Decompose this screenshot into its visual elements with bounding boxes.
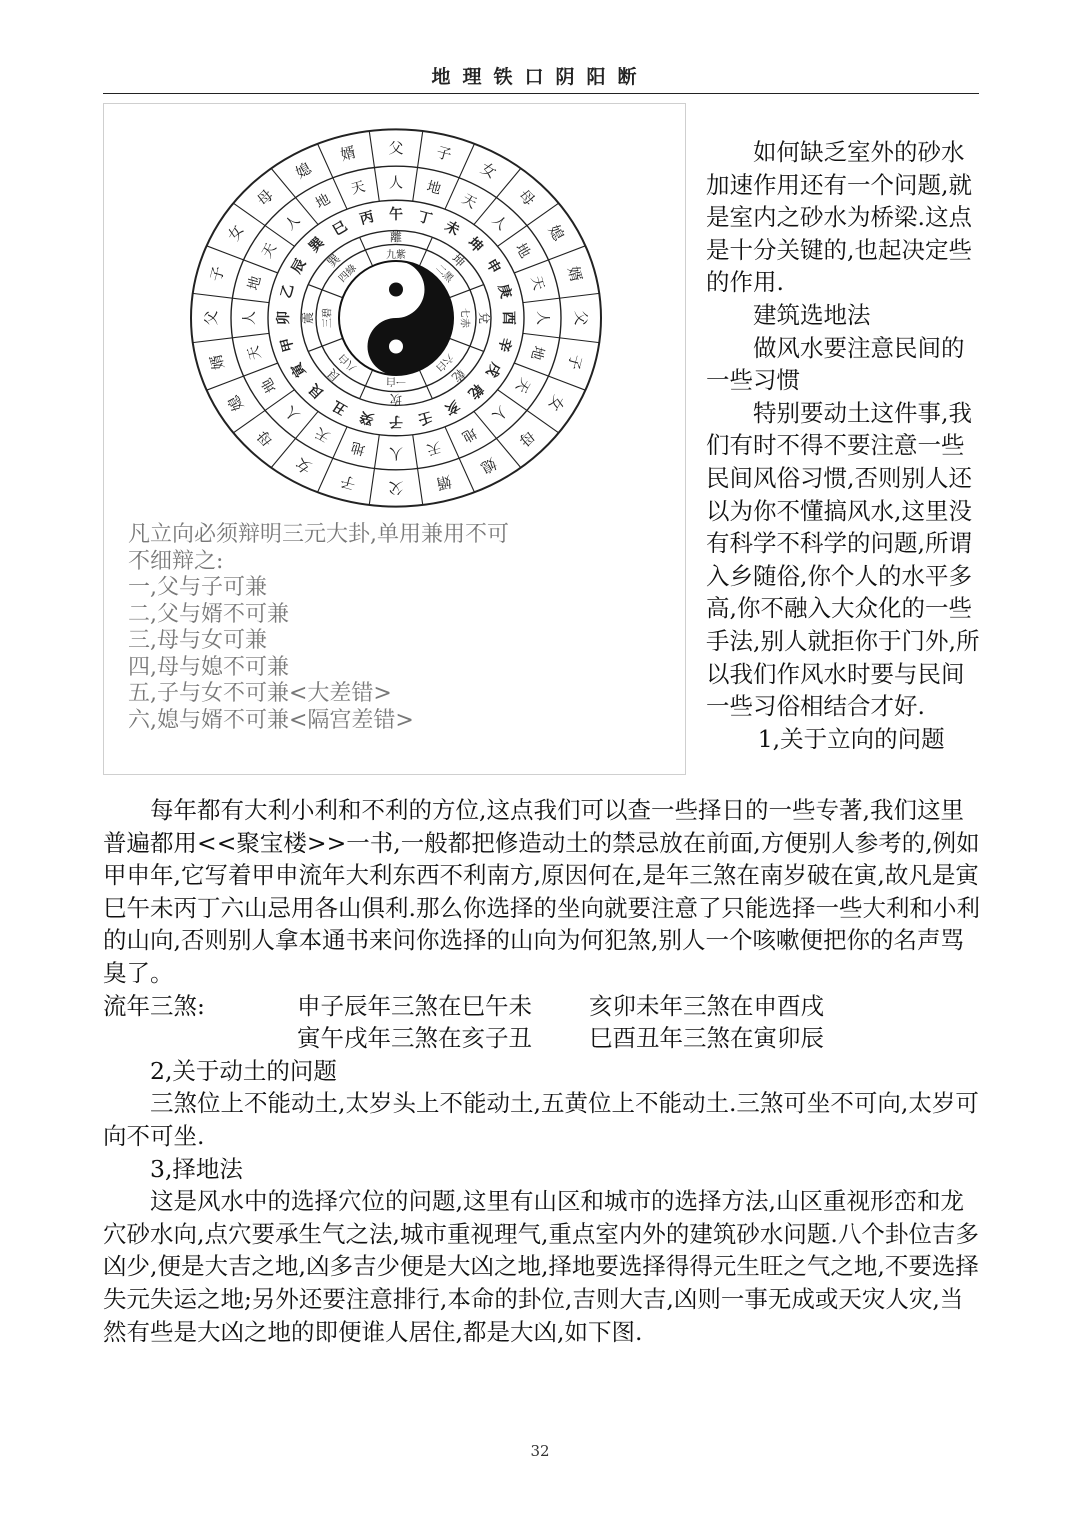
compass-glyph: 人: [282, 402, 304, 424]
compass-glyph: 女: [292, 453, 315, 477]
compass-divider: [413, 131, 423, 201]
three-sha-row: [103, 990, 983, 1023]
compass-figure: [103, 103, 686, 775]
compass-glyph: 天: [512, 375, 533, 396]
compass-glyph: 甲: [278, 335, 298, 354]
caption-line: 凡立向必须辩明三元大卦,单用兼用不可: [128, 522, 509, 547]
running-header: 地理铁口阴阳断: [431, 66, 649, 88]
compass-glyph: 地: [349, 438, 368, 458]
compass-glyph: 婿: [206, 352, 228, 372]
compass-glyph: 女: [477, 159, 500, 183]
compass-glyph: 酉: [500, 311, 516, 325]
yin-yang-icon: [339, 261, 453, 375]
compass-divider: [369, 435, 379, 505]
compass-glyph: 卯: [276, 311, 292, 325]
compass-glyph: 父: [388, 138, 404, 157]
three-sha-cell: 亥卯未年三煞在申酉戌: [589, 991, 824, 1020]
compass-glyph: 婿: [434, 471, 454, 494]
compass-glyph: 地: [512, 240, 533, 261]
compass-divider: [360, 366, 375, 398]
compass-glyph: 丁: [416, 208, 434, 229]
compass-glyph: 坎: [389, 391, 403, 406]
compass-glyph: 母: [253, 185, 277, 210]
compass-divider: [369, 131, 379, 201]
compass-glyph: 壬: [416, 407, 434, 428]
compass-glyph: 六白: [433, 351, 456, 374]
compass-glyph: 巳: [329, 218, 351, 240]
compass-glyph: 四綠: [336, 262, 359, 285]
side-column: [706, 136, 986, 755]
compass-glyph: 未: [441, 218, 463, 240]
compass-glyph: 丑: [329, 396, 351, 418]
compass-glyph: 地: [312, 191, 334, 213]
section-heading: 3,择地法: [150, 1154, 243, 1183]
compass-glyph: 天: [424, 438, 443, 458]
compass-glyph: 人: [389, 175, 403, 192]
compass-glyph: 子: [434, 142, 454, 165]
compass-glyph: 癸: [358, 407, 376, 428]
compass-glyph: 地: [245, 274, 265, 293]
compass-glyph: 午: [389, 206, 403, 223]
three-sha-cell: 巳酉丑年三煞在寅卯辰: [589, 1024, 824, 1053]
compass-divider: [193, 293, 269, 302]
compass-glyph: 離: [389, 230, 403, 245]
compass-divider: [413, 435, 423, 505]
body-paragraph: 三煞位上不能动土,太岁头上不能动土,五黄位上不能动土.三煞可坐不可向,太岁可向不可坐.: [103, 1089, 979, 1150]
compass-divider: [449, 338, 484, 351]
compass-glyph: 巽: [324, 251, 343, 270]
compass-glyph: 人: [488, 402, 510, 424]
compass-divider: [308, 338, 343, 351]
compass-glyph: 坤: [464, 234, 486, 256]
compass-glyph: 辰: [288, 256, 310, 277]
compass-glyph: 震: [301, 311, 315, 325]
compass-glyph: 八白: [336, 351, 359, 374]
body-paragraph: 每年都有大利小利和不利的方位,这点我们可以查一些择日的一些专著,我们这里普遍都用<<聚宝楼>>一书,一般都把修造动土的禁忌放在前面,方便别人参考的,例如甲申年,它写着甲申流年大利东西不利南方,原因何在,是年三煞在南岁破在寅,故凡是寅巳午未丙丁六山忌用各山俱利.那么你选择的坐向就要注意了只能选择一些大利和小利的山向,否则别人拿本通书来问你选择的山向为何犯煞,别人一个咳嗽便把你的名声骂臭了。: [103, 796, 980, 987]
compass-glyph: 戌: [482, 359, 504, 380]
compass-glyph: 天: [349, 178, 368, 198]
compass-glyph: 子: [389, 413, 403, 430]
compass-glyph: 父: [388, 479, 404, 498]
three-sha-cell: 申子辰年三煞在巳午未: [297, 991, 532, 1020]
side-paragraph: 特别要动土这件事,我们有时不得不要注意一些民间风俗习惯,否则别人还以为你不懂搞风水,这里没有科学不科学的问题,所谓入乡随俗,你个人的水平多高,你不融入大众化的一些手法,别人就拒你于门外,所以我们作风水时要与民间一些习俗相结合才好.: [706, 398, 980, 721]
compass-glyph: 地: [458, 423, 480, 445]
compass-glyph: 乙: [278, 282, 298, 301]
compass-caption: [128, 522, 509, 734]
caption-line: 四,母与媳不可兼: [128, 654, 289, 680]
section-heading: 1,关于立向的问题: [757, 724, 945, 753]
compass-glyph: 巽: [306, 234, 328, 256]
compass-glyph: 三碧: [322, 308, 334, 328]
compass-glyph: 人: [282, 212, 304, 234]
compass-glyph: 七赤: [458, 308, 470, 328]
caption-line: 不细辩之:: [128, 548, 224, 574]
compass-glyph: 媳: [292, 159, 315, 183]
compass-glyph: 子: [206, 264, 228, 284]
caption-line: 三,母与女可兼: [128, 628, 267, 653]
compass-glyph: 媳: [224, 392, 248, 415]
compass-glyph: 庚: [494, 282, 514, 301]
compass-divider: [523, 293, 599, 302]
compass-divider: [418, 237, 433, 269]
side-paragraph: 如何缺乏室外的砂水加速作用还有一个问题,就是室内之砂水为桥梁.这点是十分关键的,也起决定些的作用.: [706, 138, 972, 297]
compass-divider: [449, 285, 484, 298]
compass-glyph: 女: [544, 392, 568, 415]
compass-glyph: 九紫: [386, 249, 406, 261]
compass-glyph: 母: [515, 426, 539, 451]
three-sha-label: 流年三煞:: [103, 991, 205, 1020]
compass-glyph: 天: [527, 274, 547, 293]
three-sha-cell: 寅午戌年三煞在亥子丑: [297, 1024, 532, 1053]
compass-glyph: 乾: [464, 380, 486, 402]
compass-glyph: 人: [389, 444, 403, 461]
compass-glyph: 乾: [449, 366, 468, 385]
body-paragraph: 这是风水中的选择穴位的问题,这里有山区和城市的选择方法,山区重视形峦和龙穴砂水向,点穴要承生气之法,城市重视理气,重点室内外的建筑砂水问题.八个卦位吉多凶少,便是大吉之地,凶多吉少便是大凶之地,择地要选择得得元生旺之气之地,不要选择失元失运之地;另外还要注意排行,本命的卦位,吉则大吉,凶则一事无成或天灾人灾,当然有些是大凶之地的即便谁人居住,都是大凶,如下图.: [103, 1187, 979, 1346]
compass-glyph: 婿: [564, 264, 586, 284]
compass-glyph: 天: [312, 423, 334, 445]
compass-glyph: 地: [424, 178, 443, 198]
compass-glyph: 子: [338, 471, 358, 494]
header-rule: [103, 93, 979, 94]
compass-glyph: 父: [572, 310, 590, 326]
compass-glyph: 艮: [306, 380, 328, 402]
luopan-compass-diagram: [188, 128, 604, 508]
compass-glyph: 人: [488, 212, 510, 234]
side-heading: 建筑选地法: [753, 300, 871, 329]
compass-glyph: 女: [224, 221, 248, 244]
caption-line: 二,父与婿不可兼: [128, 601, 289, 627]
compass-glyph: 天: [458, 191, 480, 213]
compass-divider: [360, 237, 375, 269]
compass-divider: [193, 333, 269, 342]
compass-glyph: 天: [245, 343, 265, 362]
side-paragraph: 做风水要注意民间的一些习惯: [706, 333, 965, 395]
compass-glyph: 一白: [386, 375, 406, 387]
compass-glyph: 丙: [358, 208, 376, 229]
compass-glyph: 媳: [477, 453, 500, 477]
compass-glyph: 寅: [288, 359, 310, 380]
three-sha-row: [103, 1022, 983, 1055]
compass-glyph: 人: [534, 311, 550, 325]
caption-line: 六,媳与婿不可兼<隔宫差错>: [128, 707, 414, 733]
caption-line: 五,子与女不可兼<大差错>: [128, 681, 392, 706]
compass-glyph: 亥: [441, 396, 463, 418]
compass-glyph: 母: [515, 185, 539, 210]
compass-glyph: 母: [253, 426, 277, 451]
compass-glyph: 父: [202, 310, 220, 326]
caption-line: 一,父与子可兼: [128, 575, 267, 600]
compass-glyph: 二黑: [433, 262, 456, 285]
compass-glyph: 申: [482, 256, 504, 277]
compass-glyph: 地: [527, 343, 547, 362]
main-body: [103, 794, 983, 1348]
compass-glyph: 坤: [449, 251, 468, 270]
compass-divider: [523, 333, 599, 342]
compass-glyph: 辛: [494, 335, 514, 354]
page-number: 32: [530, 1442, 550, 1460]
compass-divider: [308, 285, 343, 298]
compass-glyph: 子: [564, 352, 586, 372]
compass-glyph: 地: [259, 375, 280, 396]
compass-glyph: 天: [259, 240, 280, 261]
compass-glyph: 人: [242, 311, 258, 325]
compass-glyph: 兌: [477, 311, 491, 325]
section-heading: 2,关于动土的问题: [150, 1056, 337, 1085]
compass-glyph: 艮: [324, 366, 343, 385]
compass-glyph: 媳: [544, 221, 568, 244]
compass-glyph: 婿: [338, 142, 358, 165]
compass-divider: [418, 366, 433, 398]
